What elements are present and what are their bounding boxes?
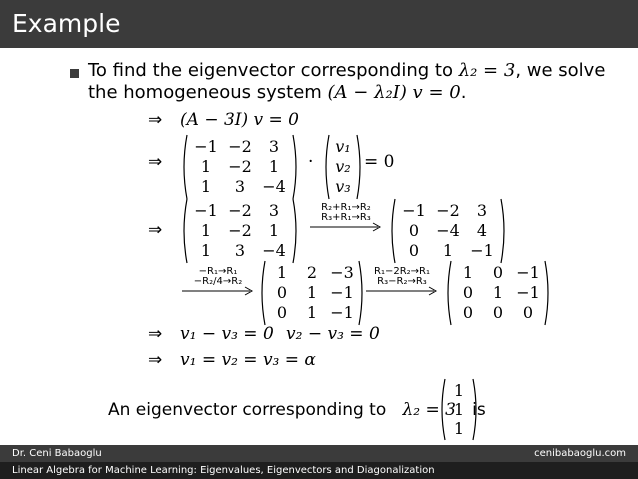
right-paren: [545, 261, 548, 325]
conclusion-label: An eigenvector corresponding to: [108, 400, 387, 420]
row-op-3-bottom: R₃−R₂→R₃: [377, 276, 427, 287]
left-paren: [184, 199, 187, 263]
matrix-cell: 0: [408, 241, 420, 260]
matrix-cell: 1: [200, 241, 212, 260]
multiply-dot: ·: [308, 152, 314, 172]
left-paren: [442, 379, 445, 440]
step-line-1: (A − 3I) v = 0: [180, 110, 299, 130]
equation-v1-v3: v₁ − v₃ = 0: [180, 324, 274, 344]
matrix-cell: 1: [492, 283, 504, 302]
footer-course: Linear Algebra for Machine Learning: Eigenvalues, Eigenvectors and Diagonalization: [12, 465, 435, 476]
left-paren: [392, 199, 395, 263]
right-paren: [357, 135, 360, 199]
matrix-cell: 1: [200, 221, 212, 240]
equation-all-equal: v₁ = v₂ = v₃ = α: [180, 350, 316, 370]
matrix-cell: 1: [442, 241, 454, 260]
title-bar: [0, 0, 638, 48]
matrix-cell: 1: [200, 157, 212, 176]
footer-course-bar: [0, 462, 638, 479]
conclusion-text: [108, 400, 486, 420]
matrix-step3: [444, 260, 552, 326]
row-op-arrow-3: [364, 262, 440, 302]
matrix-cell: 0: [492, 303, 504, 322]
conclusion-is: is: [472, 400, 486, 420]
right-paren: [473, 379, 476, 440]
matrix-cell: 0: [462, 303, 474, 322]
arrow-2-icon: [180, 286, 256, 296]
matrix-cell: −2: [436, 201, 460, 220]
matrix-cell: −1: [402, 201, 426, 220]
matrix-cell: 0: [522, 303, 534, 322]
implies-5: ⇒: [148, 350, 163, 370]
matrix-cell: 3: [476, 201, 488, 220]
equals-zero: = 0: [364, 152, 395, 172]
matrix-cell: −2: [228, 157, 252, 176]
matrix-cell: 4: [476, 221, 488, 240]
matrix-cell: 1: [453, 419, 465, 438]
eigenvector-result: [438, 378, 480, 441]
bullet-text: [88, 60, 608, 104]
matrix-cell: 3: [234, 241, 246, 260]
right-paren: [501, 199, 504, 263]
matrix-cell: 1: [306, 303, 318, 322]
matrix-cell: 3: [268, 137, 280, 156]
left-paren: [262, 261, 265, 325]
implies-1: ⇒: [148, 110, 163, 130]
equation-v2-v3: v₂ − v₃ = 0: [286, 324, 380, 344]
matrix-cell: 1: [268, 157, 280, 176]
matrix-cell: −2: [228, 137, 252, 156]
matrix-cell: 0: [276, 303, 288, 322]
matrix-cell: 1: [453, 400, 465, 419]
matrix-cell: −2: [228, 221, 252, 240]
matrix-A-minus-3I: [180, 134, 300, 200]
matrix-cell: 0: [408, 221, 420, 240]
matrix-cell: −1: [330, 303, 354, 322]
footer-author: Dr. Ceni Babaoglu: [12, 448, 102, 459]
matrix-cell: −1: [330, 283, 354, 302]
row-op-1-top: R₂+R₁→R₂: [321, 202, 371, 213]
left-paren: [326, 135, 329, 199]
left-paren: [448, 261, 451, 325]
matrix-cell: 0: [276, 283, 288, 302]
row-op-2-bottom: −R₂/4→R₂: [193, 276, 243, 287]
row-op-arrow-1: [308, 198, 384, 238]
slide-title: Example: [12, 9, 121, 38]
matrix-cell: −2: [228, 201, 252, 220]
matrix-cell: −1: [194, 201, 218, 220]
matrix-step1: [388, 198, 508, 264]
matrix-cell: −1: [470, 241, 494, 260]
implies-2: ⇒: [148, 152, 163, 172]
right-paren: [359, 261, 362, 325]
matrix-step2: [258, 260, 366, 326]
right-paren: [293, 199, 296, 263]
conclusion-lambda: λ₂ = 3: [402, 400, 456, 420]
matrix-cell: 3: [234, 177, 246, 196]
matrix-cell: −4: [262, 177, 286, 196]
footer-author-bar: [0, 445, 638, 462]
matrix-cell: −4: [262, 241, 286, 260]
bullet-lambda: λ₂ = 3: [458, 60, 516, 81]
matrix-cell: 1: [276, 263, 288, 282]
arrow-1-icon: [308, 222, 384, 232]
matrix-cell: 2: [306, 263, 318, 282]
right-paren: [293, 135, 296, 199]
matrix-cell: 1: [462, 263, 474, 282]
bullet-system: (A − λ₂I) v = 0: [327, 82, 461, 103]
row-op-arrow-2: [180, 262, 256, 302]
row-op-1-bottom: R₃+R₁→R₃: [321, 212, 371, 223]
matrix-cell: 0: [492, 263, 504, 282]
matrix-cell: 3: [268, 201, 280, 220]
left-paren: [184, 135, 187, 199]
matrix-cell: −4: [436, 221, 460, 240]
matrix-cell: −1: [516, 263, 540, 282]
row-op-2-top: −R₁→R₁: [198, 266, 238, 277]
bullet-mid: , we solve the homogeneous system: [88, 60, 606, 103]
bullet-end: .: [460, 82, 467, 103]
bullet-marker: [70, 69, 79, 78]
implies-4: ⇒: [148, 324, 163, 344]
matrix-cell: −3: [330, 263, 354, 282]
matrix-cell: v₃: [335, 177, 351, 196]
matrix-cell: 1: [268, 221, 280, 240]
matrix-A-minus-3I-repeat: [180, 198, 300, 264]
matrix-cell: 1: [200, 177, 212, 196]
matrix-cell: −1: [194, 137, 218, 156]
matrix-cell: 1: [453, 381, 465, 400]
implies-3: ⇒: [148, 220, 163, 240]
matrix-cell: 1: [306, 283, 318, 302]
footer-site: cenibabaoglu.com: [534, 448, 626, 459]
row-op-3-top: R₁−2R₂→R₁: [374, 266, 430, 277]
arrow-3-icon: [364, 286, 440, 296]
matrix-cell: 0: [462, 283, 474, 302]
vector-v: [322, 134, 364, 200]
bullet-prefix: To find the eigenvector corresponding to: [88, 60, 459, 81]
matrix-cell: v₁: [335, 137, 351, 156]
matrix-cell: v₂: [335, 157, 351, 176]
matrix-cell: −1: [516, 283, 540, 302]
